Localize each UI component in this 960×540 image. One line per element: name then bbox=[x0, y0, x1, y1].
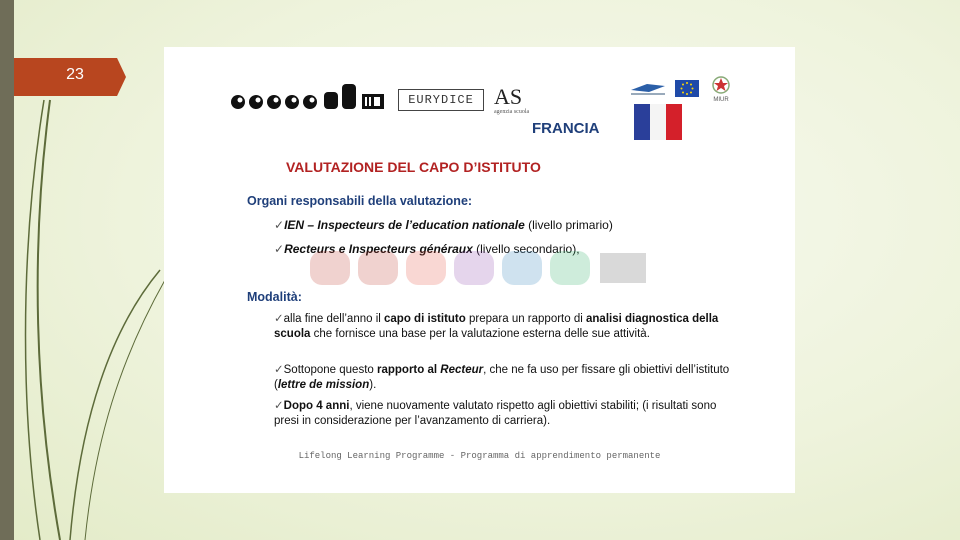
checkmark-icon: ✓ bbox=[274, 218, 285, 232]
lifelong-learning-logo bbox=[629, 80, 667, 98]
text-run: ). bbox=[369, 379, 377, 391]
text-run: alla fine dell’anno il bbox=[283, 313, 385, 325]
miur-label: MIUR bbox=[713, 97, 729, 103]
text-run: , viene nuovamente valutato rispetto agli obiettivi stabiliti; (i risultati sono presi in considerazione per l’avanzamento di carriera). bbox=[274, 400, 717, 427]
section-heading-modalita: Modalità: bbox=[247, 290, 302, 304]
llp-logo bbox=[230, 82, 390, 114]
eurydice-logo: EURYDICE bbox=[398, 89, 484, 111]
page-number: 23 bbox=[66, 66, 84, 83]
paragraph-item bbox=[274, 399, 744, 429]
list-item bbox=[274, 218, 613, 232]
item-detail: (livello primario) bbox=[524, 218, 613, 232]
llp-watermark bbox=[310, 243, 650, 289]
item-emphasis: IEN – Inspecteurs de l’education nationale bbox=[284, 218, 525, 232]
section-heading-organi: Organi responsabili della valutazione: bbox=[247, 194, 473, 208]
text-bold-italic: lettre de mission bbox=[277, 379, 370, 391]
text-run: prepara un rapporto di bbox=[465, 313, 586, 325]
checkmark-icon: ✓ bbox=[274, 364, 284, 376]
text-run: Sottopone questo bbox=[283, 364, 377, 376]
agenzia-scuola-logo bbox=[494, 84, 530, 115]
as-logo-subtext: agenzia scuola bbox=[494, 109, 530, 115]
slide-title: VALUTAZIONE DEL CAPO D’ISTITUTO bbox=[286, 159, 541, 175]
text-bold: Dopo 4 anni bbox=[283, 400, 350, 412]
paragraph-item bbox=[274, 363, 744, 393]
text-run: che fornisce una base per la valutazione esterna delle sue attività. bbox=[310, 328, 650, 340]
italian-emblem-logo bbox=[712, 75, 730, 103]
as-logo-text: AS bbox=[494, 84, 523, 109]
paragraph-item bbox=[274, 312, 744, 342]
checkmark-icon: ✓ bbox=[274, 400, 284, 412]
slide-footer: Lifelong Learning Programme - Programma di apprendimento permanente bbox=[298, 451, 661, 461]
slide-image bbox=[164, 47, 795, 493]
country-label: FRANCIA bbox=[532, 120, 600, 137]
star-emblem-icon bbox=[712, 75, 730, 95]
text-bold-italic: Recteur bbox=[440, 364, 484, 376]
checkmark-icon: ✓ bbox=[274, 313, 284, 325]
text-bold: rapporto al bbox=[377, 364, 441, 376]
checkmark-icon: ✓ bbox=[274, 242, 285, 256]
text-bold: analisi diagnostica della scuola bbox=[274, 313, 719, 340]
eu-flag-icon bbox=[675, 80, 699, 97]
france-flag-icon bbox=[634, 104, 682, 140]
text-run: , che ne fa uso per fissare gli obiettivi dell’istituto ( bbox=[274, 364, 730, 391]
item-emphasis: Recteurs e Inspecteurs généraux bbox=[284, 242, 473, 256]
item-detail: (livello secondario), bbox=[472, 242, 580, 256]
text-bold: capo di istituto bbox=[384, 313, 466, 325]
